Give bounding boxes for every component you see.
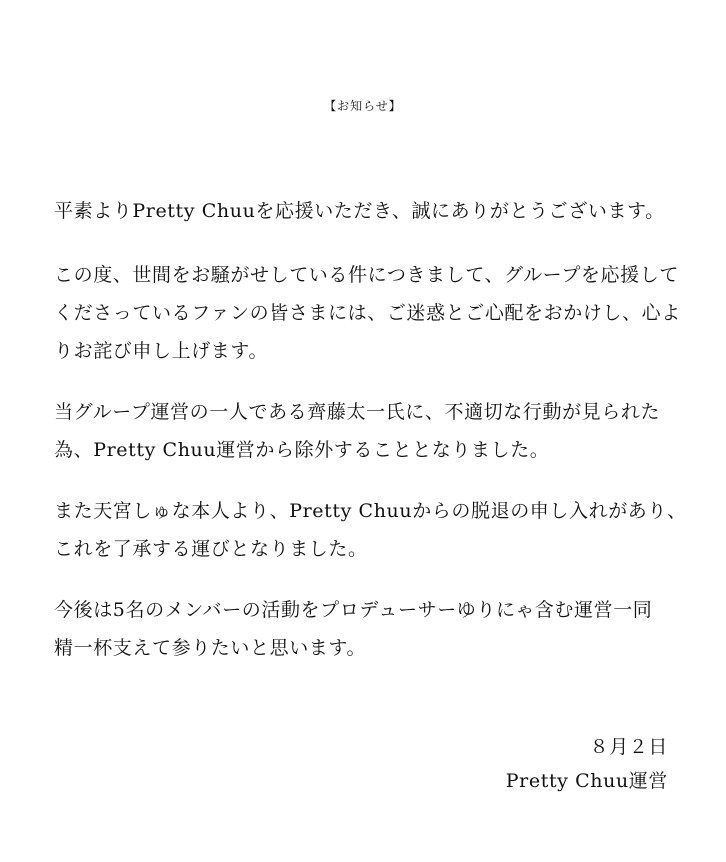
- paragraph-line: 為、Pretty Chuu運営から除外することとなりました。: [54, 439, 550, 461]
- paragraph-line: りお詫び申し上げます。: [54, 340, 269, 362]
- paragraph-line: 平素よりPretty Chuuを応援いただき、誠にありがとうございます。: [54, 200, 665, 222]
- signature-block: [506, 730, 668, 798]
- paragraph-line: 今後は5名のメンバーの活動をプロデューサーゆりにゃ含む運営一同: [54, 599, 653, 621]
- paragraph-line: 当グループ運営の一人である齊藤太一氏に、不適切な行動が見られた: [54, 401, 661, 423]
- signatory: Pretty Chuu運営: [505, 770, 668, 792]
- paragraph-member-withdrawal: [54, 492, 694, 568]
- paragraph-greeting: [54, 192, 694, 230]
- paragraph-line: また天宮しゅな本人より、Pretty Chuuからの脱退の申し入れがあり、: [54, 500, 687, 522]
- paragraph-line: くださっているファンの皆さまには、ご迷惑とご心配をおかけし、心よ: [54, 302, 681, 324]
- paragraph-line: この度、世間をお騒がせしている件につきまして、グループを応援して: [54, 264, 679, 286]
- paragraph-management-removal: [54, 393, 694, 469]
- notice-date: ８月２日: [589, 736, 668, 758]
- paragraph-apology: [54, 256, 694, 370]
- notice-title: 【お知らせ】: [324, 99, 402, 113]
- paragraph-future-activities: [54, 591, 694, 667]
- paragraph-line: これを了承する運びとなりました。: [54, 538, 368, 560]
- paragraph-line: 精一杯支えて参りたいと思います。: [54, 637, 367, 659]
